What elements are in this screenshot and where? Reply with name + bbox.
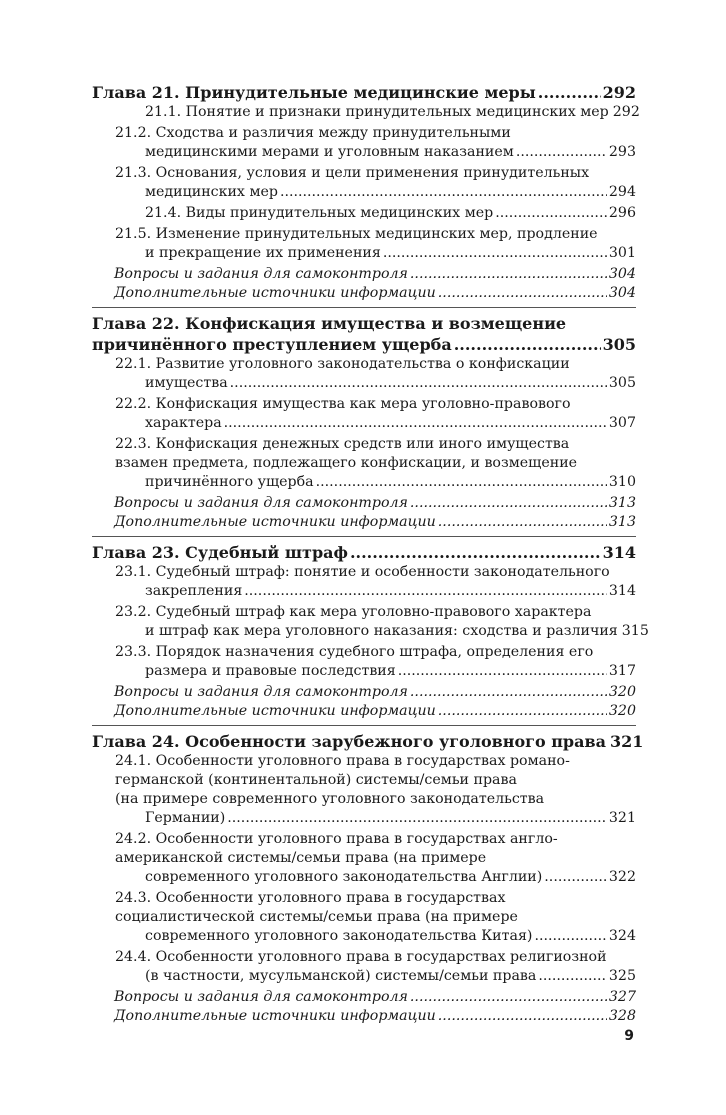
toc-sources[interactable]: Дополнительные источники информации ..... 328 [92, 1007, 636, 1026]
toc-section[interactable]: 22.2. Конфискация имущества как мера уголовно-правового характера ..... 307 [92, 395, 636, 433]
toc-section[interactable]: 24.3. Особенности уголовного права в государствах социалистической системы/семьи права (на примере современного уголовного законодательства Китая) ..... 324 [92, 889, 636, 946]
chapter-23 [92, 536, 649, 721]
toc-questions[interactable]: Вопросы и задания для самоконтроля ..... 320 [92, 683, 636, 702]
toc-section[interactable]: 21.2. Сходства и различия между принудительными медицинскими мерами и уголовным наказанием ..... 293 [92, 124, 636, 162]
toc-section[interactable]: 24.4. Особенности уголовного права в государствах религиозной (в частности, мусульманской) системы/семьи права ..... 325 [92, 948, 636, 986]
chapter-page: 314 [602, 543, 636, 562]
toc-section[interactable]: 23.3. Порядок назначения судебного штрафа, определения его размера и правовые последствия ..... 317 [92, 643, 636, 681]
toc-section[interactable]: 21.3. Основания, условия и цели применения принудительных медицинских мер ..... 294 [92, 164, 636, 202]
toc-questions[interactable]: Вопросы и задания для самоконтроля ..... 327 [92, 988, 636, 1007]
toc-questions[interactable]: Вопросы и задания для самоконтроля ..... 313 [92, 494, 636, 513]
chapter-page: 321 [609, 732, 644, 751]
chapter-page: 292 [602, 83, 636, 102]
chapter-title[interactable]: Глава 24. Особенности зарубежного уголовного права 321 [92, 732, 644, 751]
toc-section[interactable]: 21.5. Изменение принудительных медицинских мер, продление и прекращение их применения ..... 301 [92, 225, 636, 263]
toc-section[interactable]: 24.1. Особенности уголовного права в государствах романо- германской (континентальной) системы/семьи права (на примере современного уголовного законодательства Германии) ..... 321 [92, 752, 636, 828]
chapter-24 [92, 725, 644, 1026]
toc-section[interactable]: 24.2. Особенности уголовного права в государствах англо- американской системы/семьи права (на примере современного уголовного законодательства Англии) ..... 322 [92, 830, 636, 887]
toc-sources[interactable]: Дополнительные источники информации ..... 320 [92, 702, 636, 721]
toc-section[interactable]: 22.1. Развитие уголовного законодательства о конфискации имущества ..... 305 [92, 355, 636, 393]
chapter-title[interactable]: Глава 22. Конфискация имущества и возмещение причинённого преступлением ущерба ..... 305 [92, 313, 636, 355]
chapter-title[interactable]: Глава 23. Судебный штраф ..... 314 [92, 542, 636, 563]
toc-section[interactable]: 21.4. Виды принудительных медицинских мер ..... 296 [92, 204, 636, 223]
toc-sources[interactable]: Дополнительные источники информации ..... 313 [92, 513, 636, 532]
toc-sources[interactable]: Дополнительные источники информации ..... 304 [92, 284, 636, 303]
chapter-title[interactable]: Глава 21. Принудительные медицинские меры ..... 292 [92, 82, 636, 103]
toc-section[interactable]: 23.2. Судебный штраф как мера уголовно-правового характера и штраф как мера уголовного наказания: сходства и различия 315 [115, 604, 649, 639]
toc-section[interactable]: 22.3. Конфискация денежных средств или иного имущества взамен предмета, подлежащего конфискации, и возмещение причинённого ущерба ..... 310 [92, 435, 636, 492]
toc-questions[interactable]: Вопросы и задания для самоконтроля ..... 304 [92, 265, 636, 284]
toc-section[interactable]: 21.1. Понятие и признаки принудительных медицинских мер 292 [145, 104, 640, 120]
chapter-21 [92, 82, 640, 303]
page-number: 9 [624, 1028, 634, 1044]
chapter-22 [92, 307, 636, 532]
table-of-contents [92, 82, 649, 1030]
toc-section[interactable]: 23.1. Судебный штраф: понятие и особенности законодательного закрепления ..... 314 [92, 563, 636, 601]
chapter-page: 305 [602, 335, 636, 354]
